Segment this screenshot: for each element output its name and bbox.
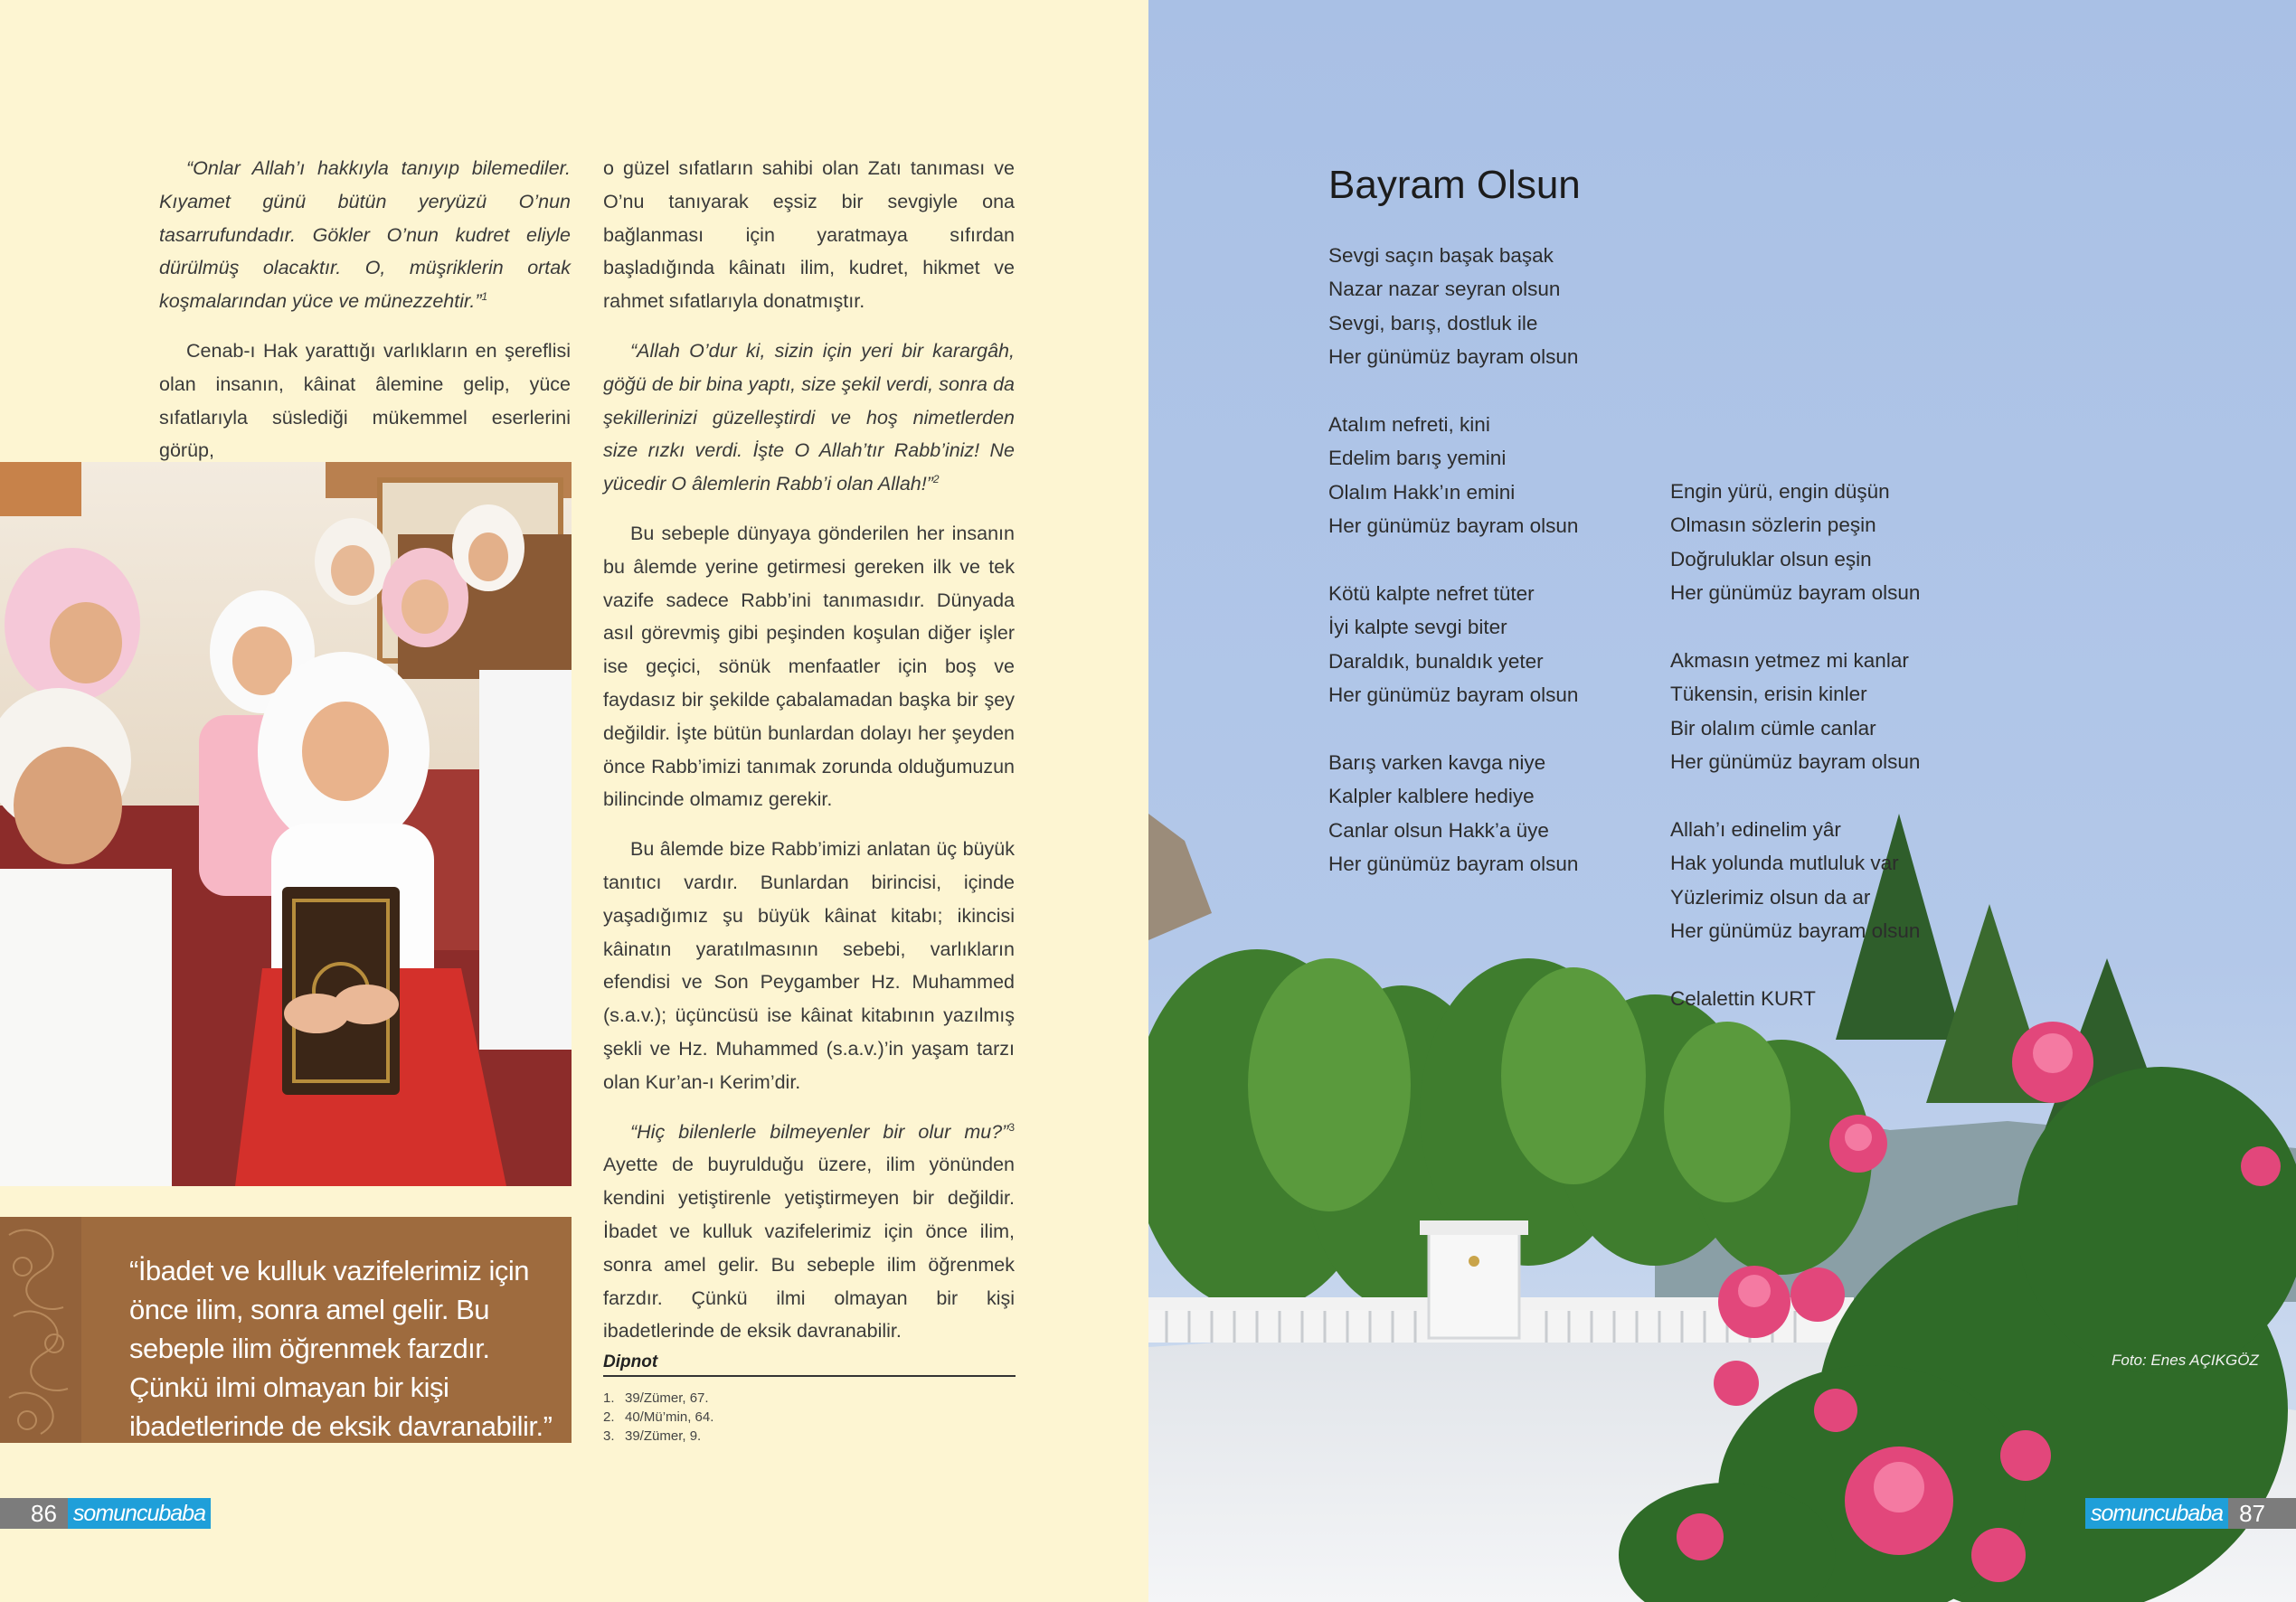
poem-stanza: Barış varken kavga niye Kalpler kalblere hediye Canlar olsun Hakk’a üye Her günümüz bayram olsun — [1328, 751, 1579, 876]
poem-column-2 — [1670, 475, 1920, 1050]
poem-stanza: Atalım nefreti, kini Edelim barış yemini Olalım Hakk’ın emini Her günümüz bayram olsun — [1328, 413, 1579, 538]
footnotes-list — [603, 1389, 713, 1446]
quote-paragraph: “Allah O’dur ki, sizin için yeri bir karargâh, göğü de bir bina yaptı, size şekil verdi, sonra da şekillerinizi güzelleştirdi ve hoş nimetlerden size rızkı verdi. İşte O Allah’tır Rabb’iniz! Ne yücedir O âlemlerin Rabb’i olan Allah!”$^2$ — [603, 339, 1015, 495]
body-paragraph: “Hiç bilenlerle bilmeyenler bir olur mu?”$^3$ Ayette de buyrulduğu üzere, ilim yönünden kendini yetiştirenle yetiştirmeyen bir değildir. İbadet ve kulluk vazifelerimiz için önce ilim, sonra amel gelir. Bu sebeple ilim öğrenmek farzdır. Çünkü ilmi olmayan bir kişi ibadetlerinde de eksik davranabilir. — [603, 1120, 1015, 1343]
page-footer-left — [0, 1498, 211, 1529]
footnote-item: 1. 39/Zümer, 67. — [603, 1390, 709, 1406]
poem-title: Bayram Olsun — [1328, 163, 1581, 207]
page-number: 86 — [0, 1498, 68, 1529]
footnote-item: 2. 40/Mü’min, 64. — [603, 1409, 714, 1425]
page-footer-right — [2085, 1498, 2296, 1529]
body-paragraph: Bu âlemde bize Rabb’imizi anlatan üç büyük tanıtıcı vardır. Bunlardan birincisi, içinde yaşadığımız şu büyük kâinat kitabı; ikincisi kâinatın yaratılmasının sebebi, varlıkların efendisi ve Son Peygamber Hz. Muhammed (s.a.v.); üçüncüsü ise kâinat kitabının yazılmış şekli ve Hz. Muhammed (s.a.v.)’in yaşam tarzı olan Kur’an-ı Kerim’dir. — [603, 838, 1015, 1093]
pull-quote-text: “İbadet ve kulluk vazifelerimiz için önce ilim, sonra amel gelir. Bu sebeple ilim öğrenmek farzdır. Çünkü ilmi olmayan bir kişi ibadetlerinde de eksik davranabilir.” — [129, 1255, 553, 1442]
poem-stanza: Kötü kalpte nefret tüter İyi kalpte sevgi biter Daraldık, bunaldık yeter Her günümüz bayram olsun — [1328, 582, 1579, 707]
poem-author: Celalettin KURT — [1670, 987, 1816, 1011]
poem-stanza: Allah’ı edinelim yâr Hak yolunda mutluluk var Yüzlerimiz olsun da ar Her günümüz bayram olsun — [1670, 818, 1921, 943]
page-number: 87 — [2228, 1498, 2296, 1529]
brand-logo: somuncubaba — [2085, 1498, 2228, 1529]
footnotes-title: Dipnot — [603, 1352, 658, 1371]
poem-column-1 — [1328, 239, 1578, 915]
ornament-icon — [0, 1217, 81, 1443]
poem-stanza: Akmasın yetmez mi kanlar Tükensin, erisin kinler Bir olalım cümle canlar Her günümüz bayram olsun — [1670, 649, 1921, 774]
right-page — [1148, 0, 2296, 1602]
poem-stanza: Engin yürü, engin düşün Olmasın sözlerin peşin Doğruluklar olsun eşin Her günümüz bayram olsun — [1670, 480, 1921, 605]
text-column-1 — [159, 152, 571, 484]
footnote-item: 3. 39/Zümer, 9. — [603, 1428, 702, 1444]
body-paragraph: Bu sebeple dünyaya gönderilen her insanın bu âlemde yerine getirmesi gereken ilk ve tek vazife sadece Rabb’ini tanımasıdır. Dünyada asıl görevmiş gibi peşinden koşulan diğer işler ise geçici, sönük menfaatler için boş ve faydasız bir şekilde çabalamadan başka bir şey değildir. İşte bütün bunlardan dolayı her şeyden önce Rabb’imizi tanımak zorunda olduğumuzun bilincinde olmamız gerekir. — [603, 522, 1015, 811]
poem-stanza: Sevgi saçın başak başak Nazar nazar seyran olsun Sevgi, barış, dostluk ile Her günümüz bayram olsun — [1328, 244, 1579, 369]
children-photo — [0, 462, 572, 1186]
photo-credit: Foto: Enes AÇIKGÖZ — [2112, 1352, 2259, 1369]
quote-paragraph: “Onlar Allah’ı hakkıyla tanıyıp bilemediler. Kıyamet günü bütün yeryüzü O’nun tasarrufundadır. Gökler O’nun kudret eliyle dürülmüş olacaktır. O, müşriklerin ortak koşmalarından yüce ve münezzehtir.”$^1$ — [159, 157, 571, 313]
body-paragraph: o güzel sıfatların sahibi olan Zatı tanıması ve O’nu tanıyarak eşsiz bir sevgiyle ona bağlanması için yaratmaya sıfırdan başladığında kâinatı ilim, kudret, hikmet ve rahmet sıfatlarıyla donatmıştır. — [603, 157, 1015, 313]
brand-logo: somuncubaba — [68, 1498, 211, 1529]
footnotes-divider — [603, 1375, 1016, 1377]
text-column-2 — [603, 152, 1015, 1364]
pull-quote-box — [0, 1217, 572, 1443]
body-paragraph: Cenab-ı Hak yarattığı varlıkların en şereflisi olan insanın, kâinat âlemine gelip, yüce sıfatlarıyla süslediği mükemmel eserlerini görüp, — [159, 339, 571, 462]
